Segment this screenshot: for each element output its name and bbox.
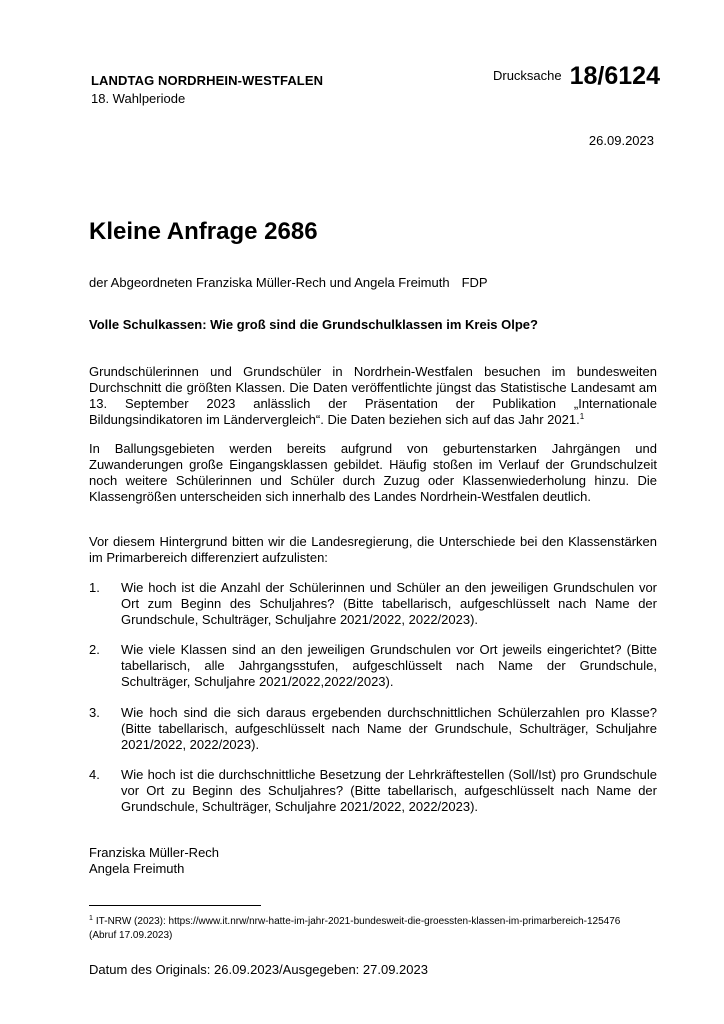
question-text: Wie hoch ist die Anzahl der Schülerinnen und Schüler an den jeweiligen Grundschulen vor Ort zum Beginn des Schuljahres? (Bitte tabellarisch, aufgeschlüsselt nach Name der Grundschule, Schulträger, Schuljahre 2021/2022, 2022/2023).	[121, 580, 657, 627]
publication-dates: Datum des Originals: 26.09.2023/Ausgegeben: 27.09.2023	[89, 962, 428, 977]
election-period: 18. Wahlperiode	[91, 91, 186, 106]
question-text: Wie viele Klassen sind an den jeweiligen Grundschulen vor Ort jeweils eingerichtet? (Bitte tabellarisch, alle Jahrgangsstufen, aufgeschlüsselt nach Name der Grundschule, Schulträger, Schuljahre 2021/2022,2022/2023).	[121, 642, 657, 689]
drucksache-block	[493, 62, 660, 91]
footnote	[89, 915, 649, 943]
subject-heading: Volle Schulkassen: Wie groß sind die Grundschulklassen im Kreis Olpe?	[89, 317, 538, 332]
drucksache-label: Drucksache	[492, 68, 562, 83]
question-text: Wie hoch sind die sich daraus ergebenden durchschnittlichen Schülerzahlen pro Klasse? (Bitte tabellarisch, aufgeschlüsselt nach Name der Grundschule, Schulträger, Schuljahre 2021/2022, 2022/2023).	[121, 705, 657, 752]
page-title: Kleine Anfrage 2686	[89, 218, 318, 245]
document-date: 26.09.2023	[588, 133, 654, 148]
paragraph-context: In Ballungsgebieten werden bereits aufgrund von geburtenstarken Jahrgängen und Zuwanderungen große Eingangsklassen gebildet. Häufig stoßen im Verlauf der Grundschulzeit noch weitere Schülerinnen und Schüler durch Zuzug oder Klassenwiederholung hinzu. Die Klassengrößen unterscheiden sich innerhalb des Landes Nordrhein-Westfalen deutlich.	[89, 441, 657, 504]
footnote-reference: 1	[579, 412, 585, 421]
paragraph-intro	[89, 364, 657, 428]
authors-line	[89, 275, 488, 290]
parliament-name: LANDTAG NORDRHEIN-WESTFALEN	[91, 73, 324, 88]
question-number: 1.	[89, 580, 100, 595]
signature-name: Angela Freimuth	[89, 861, 185, 876]
party-name: FDP	[461, 275, 488, 290]
paragraph-request: Vor diesem Hintergrund bitten wir die Landesregierung, die Unterschiede bei den Klassenstärken im Primarbereich differenziert aufzulisten:	[89, 534, 657, 565]
question-number: 2.	[89, 642, 100, 657]
footnote-divider	[89, 905, 261, 906]
question-number: 4.	[89, 767, 100, 782]
footnote-mark: 1	[89, 915, 93, 922]
paragraph-intro-text: Grundschülerinnen und Grundschüler in Nordrhein-Westfalen besuchen im bundesweiten Durchschnitt die größten Klassen. Die Daten veröffentlichte jüngst das Statistische Landesamt am 13. September 2023 anlässlich der Präsentation der Publikation „Internationale Bildungsindikatoren im Ländervergleich“. Die Daten beziehen sich auf das Jahr 2021.	[89, 364, 657, 427]
header-left	[91, 72, 323, 107]
question-text: Wie hoch ist die durchschnittliche Besetzung der Lehrkräftestellen (Soll/Ist) pro Grundschule vor Ort zu Beginn des Schuljahres? (Bitte tabellarisch, aufgeschlüsselt nach Name der Grundschule, Schulträger, Schuljahre 2021/2022, 2022/2023).	[121, 767, 657, 814]
drucksache-number: 18/6124	[569, 62, 660, 90]
question-number: 3.	[89, 705, 100, 720]
authors-names: der Abgeordneten Franziska Müller-Rech und Angela Freimuth	[89, 275, 450, 290]
footnote-text: IT-NRW (2023): https://www.it.nrw/nrw-hatte-im-jahr-2021-bundesweit-die-groessten-klassen-im-primarbereich-125476 (Abruf 17.09.2023)	[89, 916, 621, 941]
signature-block	[89, 845, 219, 877]
signature-name: Franziska Müller-Rech	[89, 845, 220, 860]
